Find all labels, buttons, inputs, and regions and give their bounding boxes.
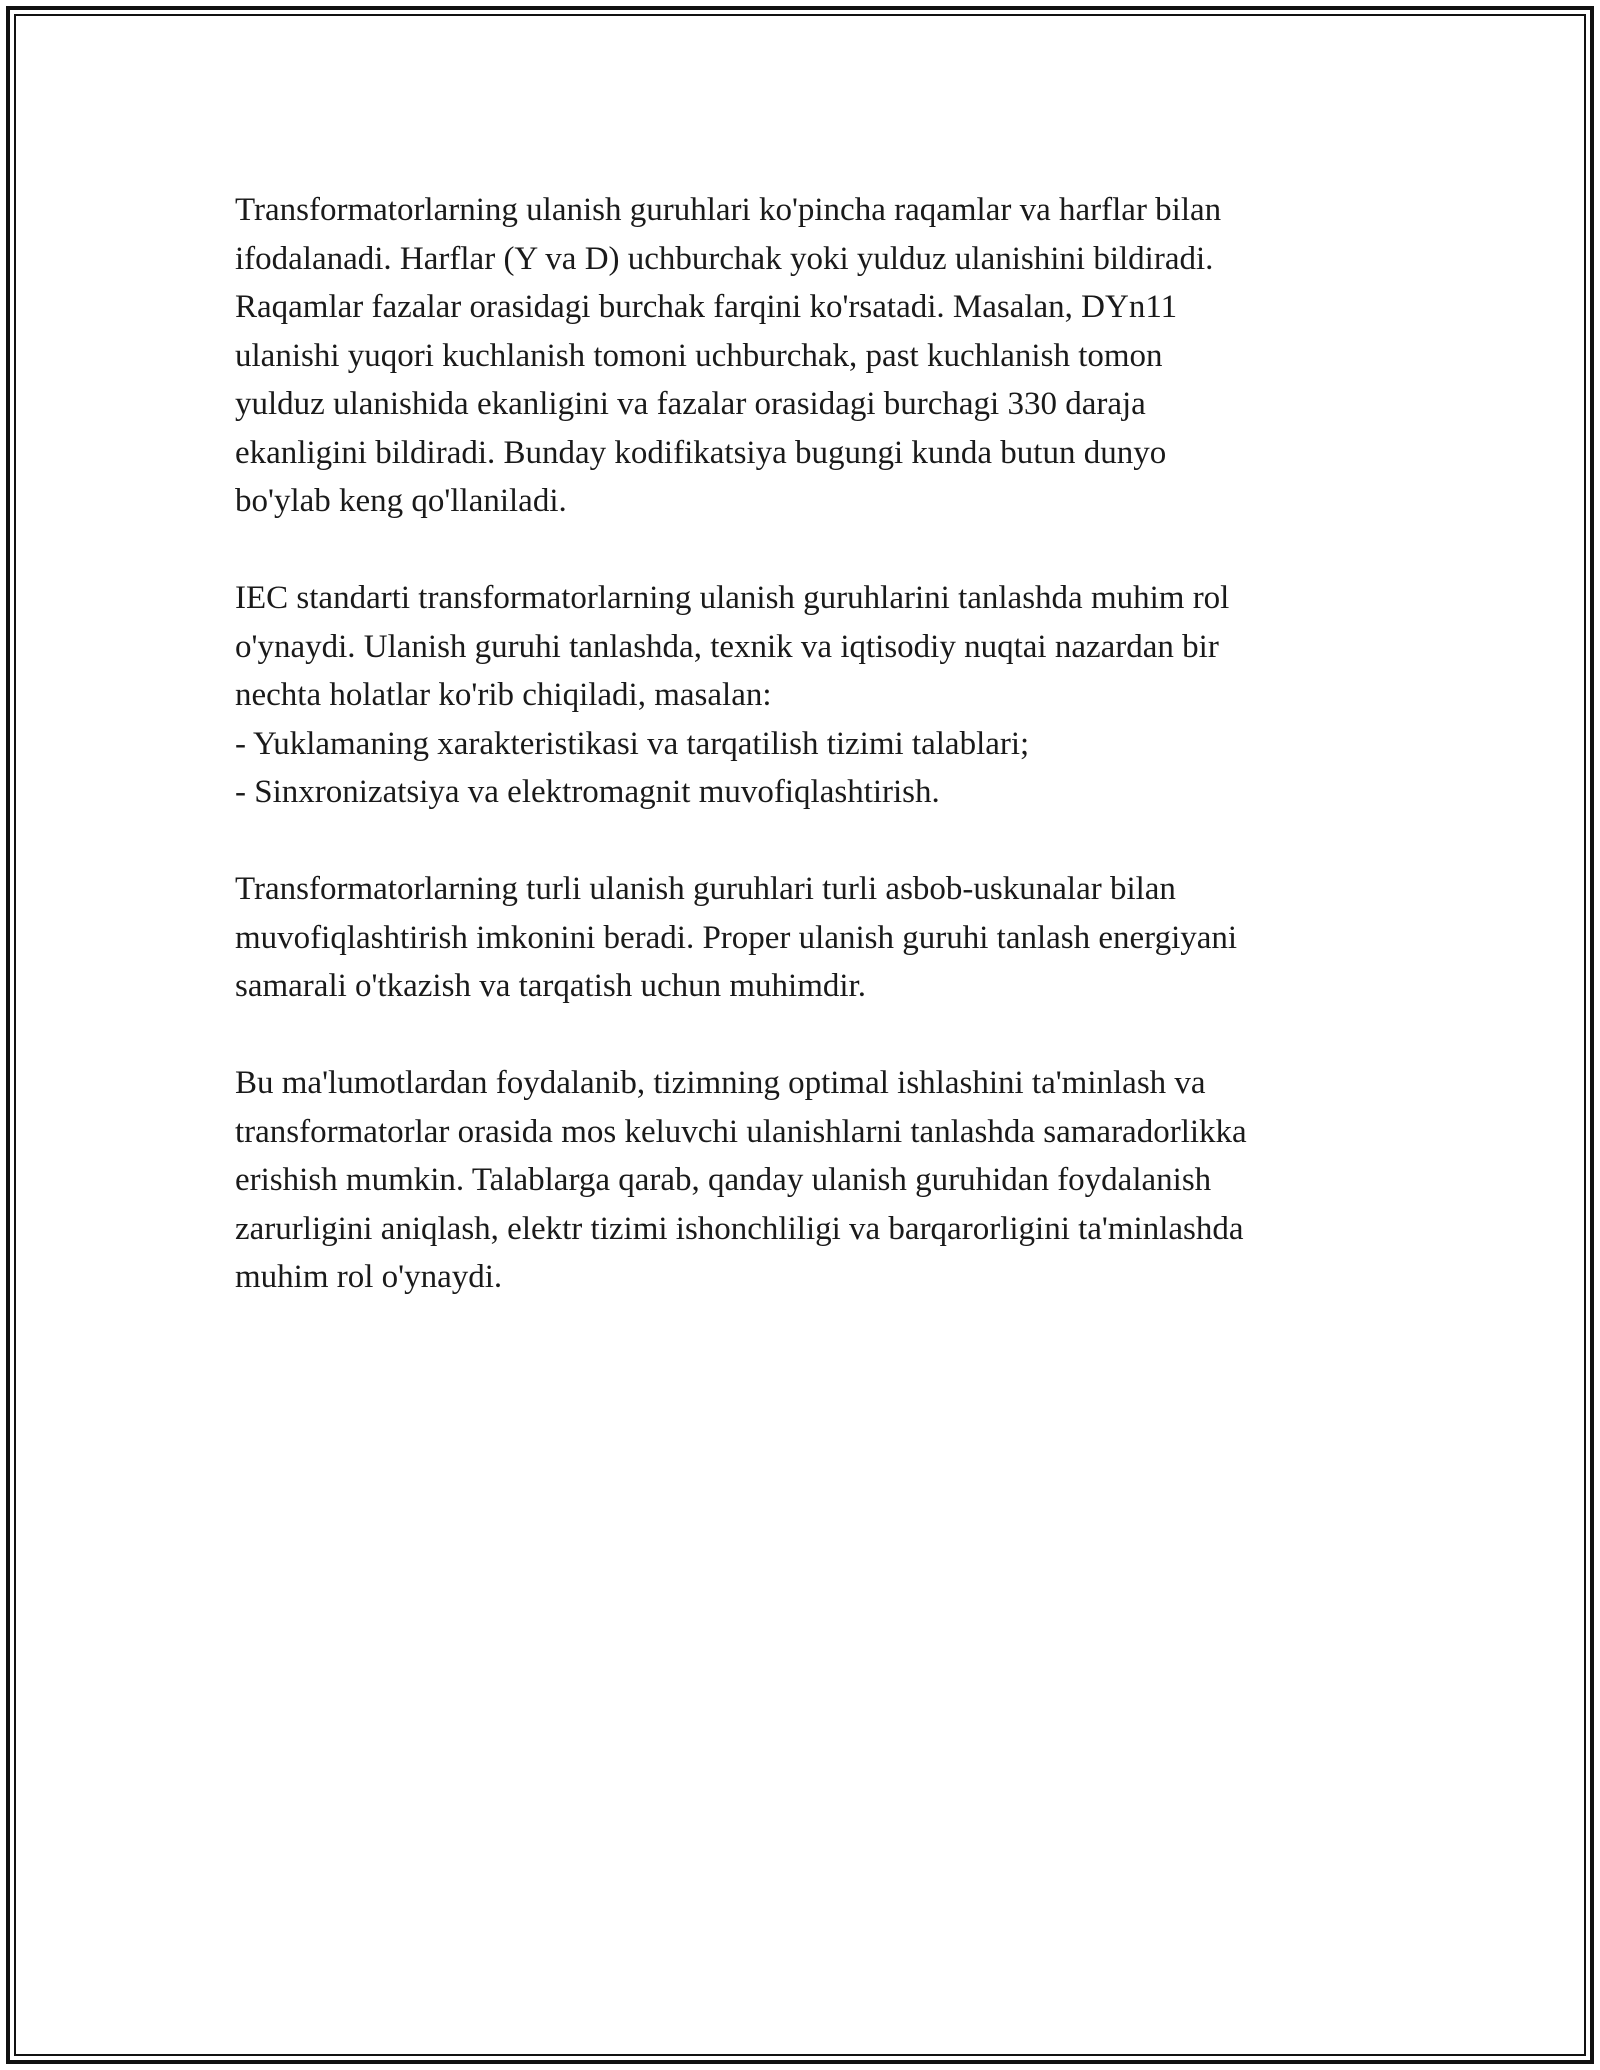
text-line: erishish mumkin. Talablarga qarab, qanday ulanish guruhidan foydalanish bbox=[235, 1162, 1212, 1198]
paragraph-spacer bbox=[235, 817, 1375, 866]
paragraph-iec-standard bbox=[235, 574, 1375, 817]
text-line: yulduz ulanishida ekanligini va fazalar orasidagi burchagi 330 daraja bbox=[235, 386, 1146, 422]
text-line: ulanishi yuqori kuchlanish tomoni uchburchak, past kuchlanish tomon bbox=[235, 337, 1163, 374]
text-line: ifodalanadi. Harflar (Y va D) uchburchak yoki yulduz ulanishini bildiradi. bbox=[235, 240, 1214, 277]
text-line: samarali o'tkazish va tarqatish uchun muhimdir. bbox=[235, 968, 866, 1004]
paragraph-spacer bbox=[235, 1011, 1375, 1060]
text-line: zarurligini aniqlash, elektr tizimi ishonchliligi va barqarorligini ta'minlashda bbox=[235, 1210, 1244, 1247]
text-line: o'ynaydi. Ulanish guruhi tanlashda, texnik va iqtisodiy nuqtai nazardan bir bbox=[235, 628, 1219, 665]
text-line: muvofiqlashtirish imkonini beradi. Proper ulanish guruhi tanlash energiyani bbox=[235, 919, 1238, 956]
paragraph-equipment-compatibility bbox=[235, 865, 1375, 1011]
paragraph-conclusion bbox=[235, 1059, 1375, 1302]
text-line: transformatorlar orasida mos keluvchi ulanishlarni tanlashda samaradorlikka bbox=[235, 1113, 1247, 1150]
text-line: muhim rol o'ynaydi. bbox=[235, 1259, 503, 1295]
text-line: bo'ylab keng qo'llaniladi. bbox=[235, 483, 567, 519]
paragraph-spacer bbox=[235, 526, 1375, 575]
text-line: Transformatorlarning turli ulanish guruhlari turli asbob-uskunalar bilan bbox=[235, 871, 1176, 907]
list-item: - Yuklamaning xarakteristikasi va tarqatilish tizimi talablari; bbox=[235, 725, 1030, 762]
text-line: Raqamlar fazalar orasidagi burchak farqini ko'rsatadi. Masalan, DYn11 bbox=[235, 289, 1178, 325]
list-item: - Sinxronizatsiya va elektromagnit muvofiqlashtirish. bbox=[235, 774, 940, 810]
text-line: nechta holatlar ko'rib chiqiladi, masalan: bbox=[235, 677, 772, 713]
text-line: IEC standarti transformatorlarning ulanish guruhlarini tanlashda muhim rol bbox=[235, 580, 1230, 616]
text-line: Transformatorlarning ulanish guruhlari ko'pincha raqamlar va harflar bilan bbox=[235, 192, 1222, 228]
document-body bbox=[235, 186, 1375, 1302]
text-line: ekanligini bildiradi. Bunday kodifikatsiya bugungi kunda butun dunyo bbox=[235, 434, 1167, 471]
paragraph-connection-groups bbox=[235, 186, 1375, 526]
text-line: Bu ma'lumotlardan foydalanib, tizimning optimal ishlashini ta'minlash va bbox=[235, 1065, 1206, 1101]
